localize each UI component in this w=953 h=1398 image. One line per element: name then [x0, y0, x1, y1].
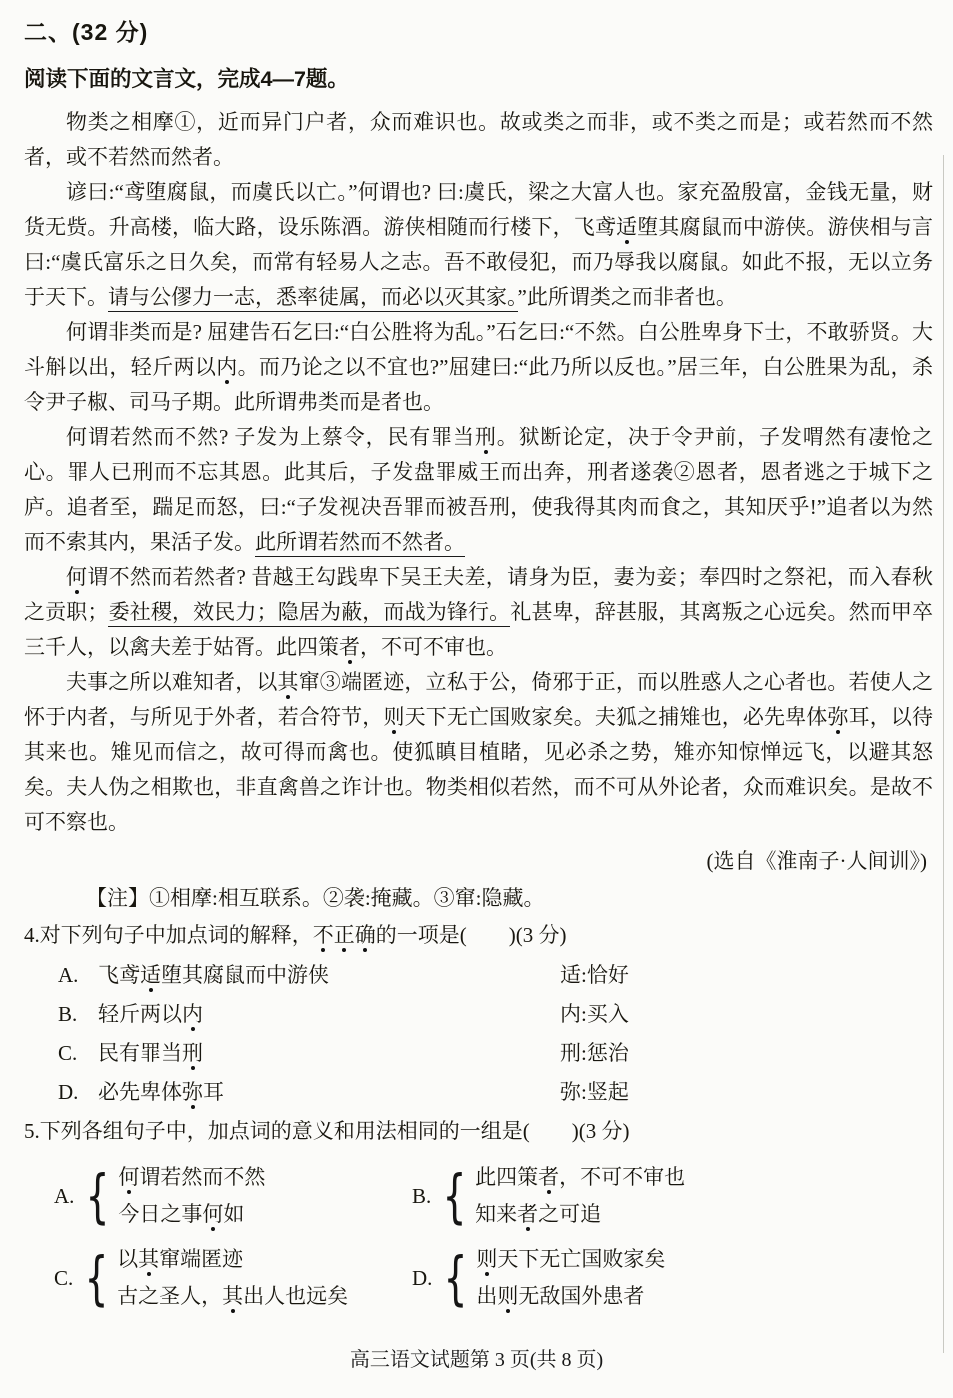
question-5-option-b — [412, 1159, 933, 1233]
question-4-option-c — [58, 1036, 933, 1070]
brace-icon: { — [442, 1162, 467, 1230]
option-gloss: 刑:惩治 — [560, 1041, 629, 1065]
option-gloss: 适:恰好 — [560, 963, 629, 987]
option-sentence: 轻斤两以内 — [98, 1002, 203, 1026]
question-5-option-d — [412, 1241, 933, 1315]
option-sentence-2: 今日之事何如 — [118, 1202, 245, 1226]
brace-icon: { — [443, 1244, 468, 1312]
passage-paragraph-4: 何谓若然而不然? 子发为上蔡令，民有罪当刑。狱断论定，决于令尹前，子发喟然有凄怆之心。罪人已刑而不忘其恩。此其后，子发盘罪威王而出奔，刑者遂袭②恩者，恩者逃之于城下之庐。追者至，踹足而怒，曰:“子发视决吾罪而被吾刑，使我得其肉而食之，其知厌乎!”追者以为然而不索其内，果活子发。此所谓若然而不然者。 — [24, 420, 933, 560]
option-label: B. — [58, 1002, 78, 1026]
question-5-options — [54, 1159, 933, 1315]
passage-paragraph-1: 物类之相摩①，近而异门户者，众而难识也。故或类之而非，或不类之而是；或若然而不然者，或不若然而然者。 — [24, 110, 933, 169]
brace-icon: { — [84, 1244, 109, 1312]
option-sentence-2: 知来者之可追 — [475, 1202, 602, 1226]
question-4 — [24, 918, 933, 1109]
option-label: D. — [58, 1080, 79, 1104]
option-sentence-1: 以其窜端匿迹 — [117, 1247, 244, 1271]
question-4-option-a — [58, 958, 933, 992]
passage-paragraph-5: 何谓不然而若然者? 昔越王勾践卑下吴王夫差，请身为臣，妻为妾；奉四时之祭祀，而入春秋之贡职；委社稷，效民力；隐居为蔽，而战为锋行。礼甚卑，辞甚服，其离叛之心远矣。然而甲卒三千人，以禽夫差于姑胥。此四策者，不可不审也。 — [24, 565, 934, 659]
option-label: B. — [412, 1183, 432, 1208]
passage-paragraph-2: 谚曰:“鸢堕腐鼠，而虞氏以亡。”何谓也? 曰:虞氏，梁之大富人也。家充盈殷富，金钱无量，财货无赀。升高楼，临大路，设乐陈酒。游侠相随而行楼下，飞鸢适堕其腐鼠而中游侠。游侠相与言曰:“虞氏富乐之日久矣，而常有轻易人之志。吾不敢侵犯，而乃辱我以腐鼠。如此不报，无以立务于天下。请与公僇力一志，悉率徒属，而必以灭其家。”此所谓类之而非者也。 — [24, 175, 933, 315]
option-label: A. — [58, 963, 79, 987]
question-4-option-d — [58, 1075, 933, 1109]
option-label: C. — [58, 1041, 78, 1065]
reading-instructions: 阅读下面的文言文，完成4—7题。 — [24, 67, 349, 91]
option-sentence-2: 出则无敌国外患者 — [476, 1284, 645, 1308]
option-sentence: 必先卑体弥耳 — [98, 1080, 224, 1104]
question-5-option-a — [54, 1159, 412, 1233]
classical-passage — [24, 105, 933, 840]
question-4-stem: 4.对下列句子中加点词的解释，不正确的一项是( )(3 分) — [24, 923, 567, 947]
passage-paragraph-6: 夫事之所以难知者，以其窜③端匿迹，立私于公，倚邪于正，而以胜惑人之心者也。若使人之怀于内者，与所见于外者，若合符节，则天下无亡国败家矣。夫狐之捕雉也，必先卑体弥耳，以待其来也。雉见而信之，故可得而禽也。使狐瞋目植睹，见必杀之势，雉亦知惊惮远飞，以避其怒矣。夫人伪之相欺也，非直禽兽之诈计也。物类相似若然，而不可从外论者，众而难识矣。是故不可不察也。 — [24, 670, 934, 834]
option-label: A. — [54, 1183, 75, 1208]
option-sentence: 民有罪当刑 — [98, 1041, 203, 1065]
option-gloss: 弥:竖起 — [560, 1080, 629, 1104]
question-4-option-b — [58, 997, 933, 1031]
question-5-option-c — [54, 1241, 412, 1315]
page-footer: 高三语文试题第 3 页(共 8 页) — [349, 1349, 604, 1371]
section-header: 二、(32 分) — [24, 19, 149, 45]
option-label: C. — [54, 1265, 74, 1290]
option-sentence-1: 此四策者，不可不审也 — [475, 1165, 686, 1189]
option-sentence: 飞鸢适堕其腐鼠而中游侠 — [98, 963, 329, 987]
option-label: D. — [412, 1265, 433, 1290]
option-sentence-2: 古之圣人，其出人也远矣 — [117, 1284, 349, 1308]
option-sentence-1: 何谓若然而不然 — [118, 1165, 266, 1189]
question-5 — [24, 1114, 933, 1315]
brace-icon: { — [85, 1162, 110, 1230]
footnotes: 【注】①相摩:相互联系。②袭:掩藏。③窜:隐藏。 — [86, 886, 545, 910]
passage-paragraph-3: 何谓非类而是? 屈建告石乞曰:“白公胜将为乱。”石乞曰:“不然。白公胜卑身下士，不敢骄贤。大斗斛以出，轻斤两以内。而乃论之以不宜也?”屈建曰:“此乃所以反也。”居三年，白公胜果为乱，杀令尹子椒、司马子期。此所谓弗类而是者也。 — [24, 320, 933, 414]
option-sentence-1: 则天下无亡国败家矣 — [476, 1247, 666, 1271]
source-attribution: (选自《淮南子·人间训》) — [706, 849, 927, 873]
option-gloss: 内:买入 — [560, 1002, 629, 1026]
question-5-stem: 5.下列各组句子中，加点词的意义和用法相同的一组是( )(3 分) — [24, 1119, 630, 1143]
scan-artifact-line — [943, 155, 944, 1353]
